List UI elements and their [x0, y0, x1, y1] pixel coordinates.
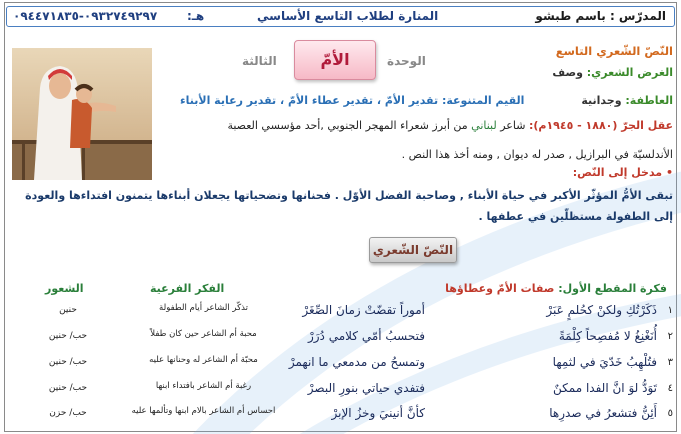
verse-feeling: حب/ حنين	[48, 331, 88, 341]
unit-number: الثالثة	[242, 54, 277, 68]
verse-number: ٢	[667, 331, 673, 342]
values-label: القيم المتنوعة:	[441, 94, 525, 107]
poet-origin: لبناني	[471, 119, 497, 132]
column-feeling-header: الشعور	[45, 282, 84, 295]
series-title: المنارة لطلاب التاسع الأساسي	[257, 9, 439, 23]
verse-idea: محبة أم الشاعر حين كان طفلاً	[150, 329, 257, 339]
section-heading	[445, 282, 667, 295]
verse-feeling: حب/ حنين	[48, 383, 88, 393]
verse-idea: محبّة أم الشاعر له وحنانها عليه	[149, 355, 258, 365]
column-ideas-header: الفكر الفرعية	[150, 282, 225, 295]
verse-number: ٤	[667, 383, 673, 394]
verse-idea: احساس أم الشاعر بالام ابنها وتألمها عليه	[131, 406, 276, 416]
verse-first-hemistich: أَئِنُّ فتشعرُ في صدرِها	[549, 406, 657, 420]
mother-child-photo	[12, 48, 152, 180]
intro-heading	[573, 166, 673, 179]
poet-bio-line2: الأندلسيّة في البرازيل , صدر له ديوان , ومنه أخذ هذا النص .	[401, 148, 673, 161]
intro-heading-text: مدخل إلى النّص:	[572, 166, 663, 179]
emotion	[581, 94, 673, 107]
lesson-title-badge: الأمّ	[294, 40, 376, 80]
teacher-label: المدرّس :	[609, 9, 666, 23]
verse-first-hemistich: تَوَدُّ لوَ انَّ الفدا ممكنٌ	[553, 381, 657, 395]
verse-row	[4, 301, 673, 327]
unit-label: الوحدة	[387, 54, 426, 68]
verse-idea: تذكّر الشاعر أيام الطفولة	[159, 303, 248, 313]
purpose-label: الغرض الشعري:	[586, 66, 673, 79]
poet-text-after: من أبرز شعراء المهجر الجنوبي ,أحد مؤسسي العصبة	[227, 119, 468, 132]
verse-second-hemistich: أموراً تقضّتْ زمانَ الصِّغَرْ	[302, 303, 425, 317]
header-bar	[6, 6, 675, 27]
intro-text: تبقى الأمُّ المؤثّر الأكبر في حياة الأبناء , وصاحبة الفضل الأوّل . فحنانها وتضحياتها يجعلان أبناءها يتمنون افتداءها والعودة إلى الطفولة مستظلّين في عطفها .	[25, 189, 673, 223]
verse-first-hemistich: فتُلْهِبُ خَدّيَ في لثمِها	[552, 355, 657, 369]
verse-number: ٣	[667, 357, 673, 368]
verse-feeling: حنين	[59, 305, 77, 315]
verse-idea: رغبة أم الشاعر بافتداء ابنها	[155, 381, 252, 391]
bullet-icon: •	[665, 166, 673, 179]
verse-second-hemistich: كأنَّ أنينيَ وخزُ الإبرْ	[331, 406, 425, 420]
poet-name: عقل الجرّ (١٨٨٠ - ١٩٤٥م):	[528, 119, 673, 132]
verse-first-hemistich: أُنَغْنِغُ لا مُفصِحاً كِلْمَةً	[558, 329, 657, 343]
poet-bio	[173, 117, 673, 134]
purpose-value: وصف	[552, 66, 583, 79]
verse-second-hemistich: وتمسحُ من مدمعي ما انهمرْ	[288, 355, 425, 369]
text-type-title: النّصّ الشّعري التاسع	[555, 44, 673, 58]
verse-row	[4, 353, 673, 379]
section-value: صفات الأمّ وعطاؤها	[445, 282, 555, 295]
verse-row	[4, 327, 673, 353]
verse-first-hemistich: ذَكَرْتُكِ ولكنْ كحُلمٍ عَبَرْ	[546, 303, 657, 317]
section-label: فكرة المقطع الأول:	[558, 282, 667, 295]
verse-feeling: حب/ حزن	[49, 408, 87, 418]
emotion-value: وجدانية	[581, 94, 622, 107]
phone-label: هـ:	[187, 9, 205, 23]
poet-text-before: شاعر	[500, 119, 526, 132]
phone-numbers: ٠٩٣٢٧٤٩٢٩٧-٠٩٤٤٧١٨٣٥	[13, 9, 158, 23]
emotion-label: العاطفة:	[625, 94, 673, 107]
verse-number: ٥	[667, 408, 673, 419]
verse-row	[4, 404, 673, 430]
teacher-info	[535, 7, 666, 26]
verse-second-hemistich: فتحسبُ أمّي كلامي دُرَرْ	[307, 329, 425, 343]
teacher-name: باسم طبشو	[535, 9, 606, 23]
poetic-purpose	[552, 66, 673, 79]
verse-number: ١	[667, 305, 673, 316]
verse-feeling: حب/ حنين	[48, 357, 88, 367]
verse-second-hemistich: فتفدي حياتي بنورِ البصرْ	[307, 381, 425, 395]
verse-row	[4, 379, 673, 405]
values-value: تقدير الأمّ ، تقدير عطاء الأمّ ، تقدير رعاية الأبناء	[180, 94, 439, 107]
poem-badge: النّصّ الشّعري	[369, 237, 457, 263]
values	[180, 94, 524, 107]
